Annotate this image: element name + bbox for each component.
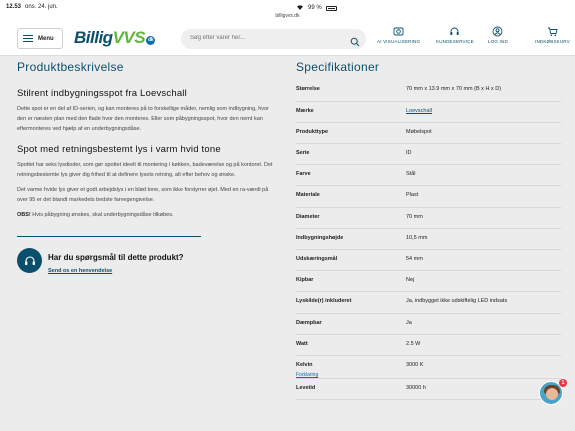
spec-key-text: Dæmpbar <box>296 319 322 326</box>
user-icon <box>492 26 503 37</box>
description-title: Produktbeskrivelse <box>17 60 124 74</box>
spec-row <box>296 80 561 101</box>
spec-value <box>406 378 561 399</box>
nav-kundeservice[interactable] <box>436 26 474 44</box>
spec-key <box>296 228 406 249</box>
spec-row <box>296 250 561 271</box>
description-paragraph-3: Det varme hvide lys giver et godt arbejdslys i en blød tone, som ikke forstyrrer øjet. Med en ra-værdi på over 95 er det blandt markedets bedste farvegengivelse. <box>17 187 269 203</box>
spec-key <box>296 250 406 271</box>
product-description <box>17 60 277 274</box>
obs-label: OBS! <box>17 212 31 218</box>
cart-icon <box>547 26 558 37</box>
wifi-icon <box>296 4 304 12</box>
spec-key <box>296 313 406 334</box>
spec-value <box>406 313 561 334</box>
spec-value-text: Plast <box>406 192 419 199</box>
spec-value <box>406 334 561 355</box>
specifications <box>296 60 561 400</box>
chat-notification-badge: 1 <box>559 379 567 387</box>
question-title: Har du spørgsmål til dette produkt? <box>48 253 184 262</box>
spec-value <box>406 228 561 249</box>
spec-value <box>406 165 561 186</box>
spec-row <box>296 313 561 334</box>
logo-vvs: VVS <box>112 28 146 47</box>
spec-key <box>296 355 406 378</box>
spec-value-text: Ja, indbygget ikke udskiftelig LED indsats <box>406 298 508 305</box>
spec-row <box>296 122 561 143</box>
logo-billig: Billig <box>74 28 113 47</box>
spec-row <box>296 207 561 228</box>
search-icon[interactable] <box>350 34 360 52</box>
spec-explanation-link[interactable]: Forklaring <box>296 371 319 378</box>
spec-key-text: Størrelse <box>296 86 320 92</box>
spec-row <box>296 355 561 378</box>
menu-label: Menu <box>38 35 54 42</box>
spec-row <box>296 228 561 249</box>
spec-value <box>406 250 561 271</box>
spec-key-text: Produkttype <box>296 128 329 135</box>
spec-key <box>296 80 406 101</box>
status-bar <box>0 0 575 22</box>
spec-value <box>406 271 561 292</box>
nav-label: LOG IND <box>488 39 508 44</box>
spec-row <box>296 144 561 165</box>
spec-key-text: Materiale <box>296 192 320 199</box>
spec-key-text: Lyskilde(r) inkluderet <box>296 298 352 305</box>
battery-percent: 99 % <box>308 5 322 11</box>
spec-value-text: Nej <box>406 277 415 284</box>
spec-value <box>406 80 561 101</box>
spec-row <box>296 292 561 313</box>
nav-label: INDKØBSKURV <box>535 39 570 44</box>
spec-value <box>406 101 561 122</box>
spec-row <box>296 101 561 122</box>
support-headset-icon <box>17 248 42 273</box>
spec-key-text: Watt <box>296 340 308 347</box>
logo-dk-badge: dk <box>146 36 155 45</box>
status-right <box>296 4 561 12</box>
description-paragraph-2: Spottet har seks lysdioder, som gør spottet ideelt til montering i køkken, badeværelse og på kontoret. Det retningsbestemte lys giver dig frihed til at definere lysets retning, alt efter behov og ønske. <box>17 162 273 178</box>
spec-value-text: 70 mm <box>406 213 423 220</box>
battery-icon <box>326 6 337 11</box>
spec-row <box>296 271 561 292</box>
description-heading-1: Stilrent indbygningsspot fra Loevschall <box>17 88 187 99</box>
spec-value <box>406 355 561 378</box>
spec-key <box>296 144 406 165</box>
spec-value <box>406 122 561 143</box>
spec-value <box>406 144 561 165</box>
spec-key-text: Diameter <box>296 213 320 220</box>
chat-avatar-icon <box>546 388 558 400</box>
spec-key <box>296 271 406 292</box>
spec-value-text: 30000 h <box>406 384 426 391</box>
spec-key-text: Mærke <box>296 107 314 114</box>
status-time: 12.53 <box>6 4 22 10</box>
spec-value <box>406 186 561 207</box>
spec-value-text: 70 mm x 13.9 mm x 70 mm (B x H x D) <box>406 86 502 92</box>
nav-ai-visualisering[interactable] <box>377 26 420 44</box>
spec-key <box>296 207 406 228</box>
site-logo[interactable] <box>74 28 155 48</box>
address-url[interactable]: billigvvs.dk <box>275 13 300 19</box>
search-input[interactable] <box>190 35 340 41</box>
nav-label: AI VISUALISERING <box>377 39 421 44</box>
description-paragraph-4 <box>17 210 277 220</box>
description-heading-2: Spot med retningsbestemt lys i varm hvid tone <box>17 144 221 155</box>
spec-row <box>296 334 561 355</box>
nav-label: KUNDESERVICE <box>436 39 474 44</box>
spec-key <box>296 292 406 313</box>
headset-icon <box>449 26 460 37</box>
spec-key <box>296 101 406 122</box>
spec-value-text: ID <box>406 150 412 157</box>
spec-key <box>296 122 406 143</box>
spec-key-text: Indbygningshøjde <box>296 234 344 241</box>
spec-key-text: Udskæringsmål <box>296 256 338 262</box>
spec-value-text: 10,5 mm <box>406 234 428 241</box>
spec-value-text: Ja <box>406 319 412 326</box>
spec-key <box>296 378 406 399</box>
section-divider <box>17 236 201 237</box>
spec-value-text: Stål <box>406 171 416 178</box>
contact-link[interactable]: Send os en henvendelse <box>48 268 113 274</box>
description-paragraph-1: Dette spot er en del af ID-serien, og kan monteres på to forskellige måder, nemlig som indbygning, hvor den er næsten plan med den flade hvor den monteres. Eller som påbygningsspot, hvor den nemt kan eftermonteres ved hjælp af en underbygningsdåse. <box>17 106 269 132</box>
spec-key <box>296 186 406 207</box>
spec-key-text: Farve <box>296 171 311 178</box>
ai-visual-icon <box>393 26 404 37</box>
spec-key-text: Levetid <box>296 384 316 391</box>
spec-value-text: 54 mm <box>406 256 423 262</box>
spec-key-text: Kelvin <box>296 361 313 368</box>
site-header <box>0 22 575 56</box>
nav-indkobskurv[interactable] <box>535 26 570 44</box>
spec-key-text: Kipbar <box>296 277 314 284</box>
spec-value <box>406 207 561 228</box>
specs-title: Specifikationer <box>296 60 380 74</box>
spec-row <box>296 186 561 207</box>
search-bar[interactable] <box>181 29 366 49</box>
spec-value-text: 3000 K <box>406 361 424 368</box>
spec-row <box>296 378 561 399</box>
spec-key <box>296 165 406 186</box>
question-text <box>48 247 184 274</box>
obs-text: Hvis påbygning ønskes, skal underbygningsdåse tilkøbes. <box>30 212 174 218</box>
status-date: ons. 24. jun. <box>25 4 58 10</box>
hamburger-icon <box>23 35 33 42</box>
specs-table <box>296 80 561 400</box>
brand-link[interactable]: Loevschall <box>406 107 432 114</box>
spec-key <box>296 334 406 355</box>
nav-log-ind[interactable] <box>488 26 508 44</box>
menu-button[interactable] <box>17 28 63 49</box>
spec-value-text: 2.5 W <box>406 340 421 347</box>
question-box <box>17 247 277 274</box>
spec-value-text: Møbelspot <box>406 128 432 135</box>
spec-row <box>296 165 561 186</box>
spec-key-text: Serie <box>296 150 310 157</box>
spec-value <box>406 292 561 313</box>
